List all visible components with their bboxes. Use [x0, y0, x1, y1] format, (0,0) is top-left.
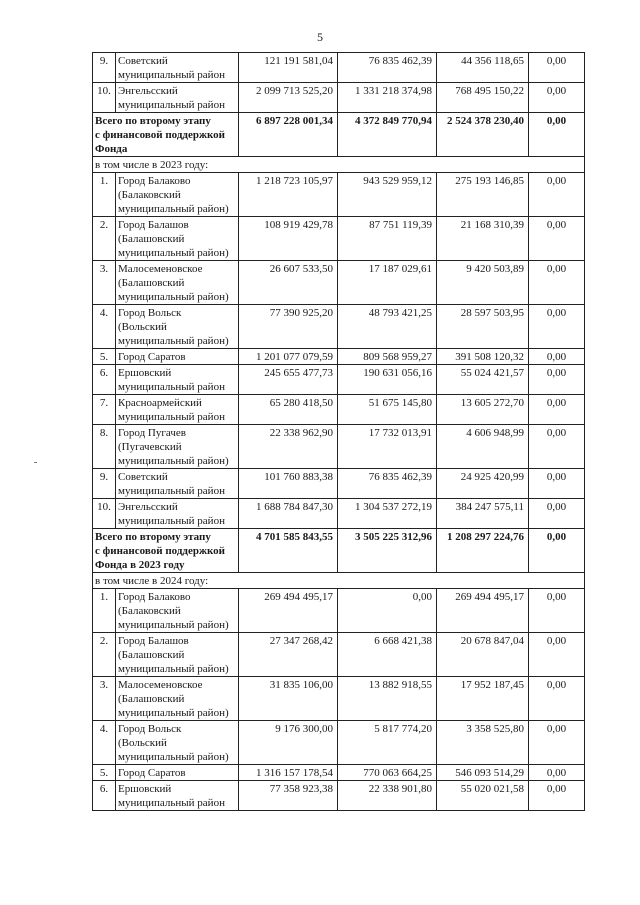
row-name-cell [116, 83, 239, 113]
total-row [93, 113, 585, 157]
row-name-line: муниципальный район [118, 411, 225, 423]
row-name-line: Город Балаково [118, 591, 191, 603]
table-row [93, 261, 585, 305]
row-number: 10. [93, 83, 116, 113]
row-name-line: муниципальный район) [118, 291, 229, 303]
value-1: 1 201 077 079,59 [239, 349, 338, 365]
value-1: 26 607 533,50 [239, 261, 338, 305]
row-name-line: с финансовой поддержкой [95, 129, 225, 141]
row-name-line: Всего по второму этапу [95, 531, 211, 543]
value-2: 1 304 537 272,19 [338, 499, 437, 529]
row-name-line: муниципальный район) [118, 663, 229, 675]
value-3: 20 678 847,04 [437, 633, 529, 677]
row-number: 10. [93, 499, 116, 529]
value-4: 0,00 [529, 499, 585, 529]
total-value-1: 4 701 585 843,55 [239, 529, 338, 573]
row-name-line: муниципальный район [118, 99, 225, 111]
row-number: 3. [93, 677, 116, 721]
value-3: 3 358 525,80 [437, 721, 529, 765]
row-number: 7. [93, 395, 116, 425]
value-4: 0,00 [529, 633, 585, 677]
row-name-cell [116, 261, 239, 305]
row-name-line: Город Балашов [118, 635, 189, 647]
row-name-cell [116, 469, 239, 499]
value-3: 17 952 187,45 [437, 677, 529, 721]
table-row [93, 677, 585, 721]
table-row [93, 425, 585, 469]
value-1: 31 835 106,00 [239, 677, 338, 721]
row-name-line: Город Вольск [118, 723, 182, 735]
value-2: 87 751 119,39 [338, 217, 437, 261]
row-name-line: муниципальный район) [118, 203, 229, 215]
row-name-line: (Балаковский [118, 605, 181, 617]
table-row [93, 365, 585, 395]
row-name-line: Советский [118, 471, 168, 483]
row-number: 4. [93, 721, 116, 765]
row-name-line: (Балашовский [118, 693, 185, 705]
row-name-cell [116, 781, 239, 811]
row-name-cell [116, 765, 239, 781]
table-row [93, 395, 585, 425]
value-2: 48 793 421,25 [338, 305, 437, 349]
value-3: 391 508 120,32 [437, 349, 529, 365]
value-1: 1 218 723 105,97 [239, 173, 338, 217]
section-header-row [93, 157, 585, 173]
row-name-line: Ершовский [118, 783, 172, 795]
value-1: 269 494 495,17 [239, 589, 338, 633]
value-4: 0,00 [529, 83, 585, 113]
row-number: 5. [93, 765, 116, 781]
row-name-line: муниципальный район) [118, 247, 229, 259]
table-row [93, 305, 585, 349]
section-label: в том числе в 2024 году: [93, 573, 585, 589]
row-number: 9. [93, 469, 116, 499]
value-3: 269 494 495,17 [437, 589, 529, 633]
value-3: 55 020 021,58 [437, 781, 529, 811]
section-label: в том числе в 2023 году: [93, 157, 585, 173]
table-row [93, 765, 585, 781]
table-row [93, 53, 585, 83]
row-name-cell [116, 53, 239, 83]
value-2: 76 835 462,39 [338, 53, 437, 83]
value-4: 0,00 [529, 589, 585, 633]
total-value-4: 0,00 [529, 529, 585, 573]
row-name-cell [116, 365, 239, 395]
value-3: 13 605 272,70 [437, 395, 529, 425]
value-4: 0,00 [529, 365, 585, 395]
table-row [93, 349, 585, 365]
row-name-cell [116, 425, 239, 469]
row-name-cell [116, 721, 239, 765]
row-name-line: муниципальный район [118, 485, 225, 497]
total-value-2: 4 372 849 770,94 [338, 113, 437, 157]
value-4: 0,00 [529, 425, 585, 469]
row-number: 1. [93, 589, 116, 633]
row-name-line: муниципальный район [118, 381, 225, 393]
table-row [93, 83, 585, 113]
value-1: 22 338 962,90 [239, 425, 338, 469]
funding-table-body [93, 53, 585, 811]
value-2: 1 331 218 374,98 [338, 83, 437, 113]
value-3: 384 247 575,11 [437, 499, 529, 529]
row-name-cell [116, 499, 239, 529]
row-name-cell [93, 113, 239, 157]
value-1: 101 760 883,38 [239, 469, 338, 499]
value-1: 1 316 157 178,54 [239, 765, 338, 781]
row-name-line: (Вольский [118, 737, 167, 749]
row-number: 3. [93, 261, 116, 305]
value-1: 77 390 925,20 [239, 305, 338, 349]
row-number: 8. [93, 425, 116, 469]
value-4: 0,00 [529, 721, 585, 765]
value-3: 21 168 310,39 [437, 217, 529, 261]
row-name-cell [116, 217, 239, 261]
value-2: 0,00 [338, 589, 437, 633]
row-name-line: (Балашовский [118, 277, 185, 289]
row-name-line: Ершовский [118, 367, 172, 379]
row-name-line: с финансовой поддержкой [95, 545, 225, 557]
value-3: 24 925 420,99 [437, 469, 529, 499]
value-2: 6 668 421,38 [338, 633, 437, 677]
value-3: 546 093 514,29 [437, 765, 529, 781]
table-row [93, 173, 585, 217]
scan-mark [34, 462, 37, 463]
value-4: 0,00 [529, 677, 585, 721]
value-2: 943 529 959,12 [338, 173, 437, 217]
row-name-cell [93, 529, 239, 573]
row-name-line: муниципальный район [118, 515, 225, 527]
value-2: 809 568 959,27 [338, 349, 437, 365]
total-value-3: 2 524 378 230,40 [437, 113, 529, 157]
row-name-line: Город Балашов [118, 219, 189, 231]
row-name-line: Город Балаково [118, 175, 191, 187]
row-name-line: Энгельсский [118, 501, 178, 513]
table-row [93, 781, 585, 811]
row-name-line: муниципальный район [118, 69, 225, 81]
value-1: 65 280 418,50 [239, 395, 338, 425]
total-value-1: 6 897 228 001,34 [239, 113, 338, 157]
row-number: 2. [93, 633, 116, 677]
row-number: 1. [93, 173, 116, 217]
row-name-cell [116, 633, 239, 677]
total-row [93, 529, 585, 573]
row-name-cell [116, 677, 239, 721]
table-row [93, 217, 585, 261]
table-row [93, 721, 585, 765]
page-number: 5 [317, 30, 323, 44]
section-header-row [93, 573, 585, 589]
value-2: 51 675 145,80 [338, 395, 437, 425]
value-3: 44 356 118,65 [437, 53, 529, 83]
row-name-line: муниципальный район) [118, 751, 229, 763]
row-name-cell [116, 589, 239, 633]
value-2: 5 817 774,20 [338, 721, 437, 765]
value-1: 245 655 477,73 [239, 365, 338, 395]
row-name-line: (Пугачевский [118, 441, 182, 453]
row-name-line: Город Саратов [118, 351, 186, 363]
row-name-line: Город Саратов [118, 767, 186, 779]
table-row [93, 499, 585, 529]
row-name-line: муниципальный район) [118, 335, 229, 347]
value-4: 0,00 [529, 781, 585, 811]
total-value-2: 3 505 225 312,96 [338, 529, 437, 573]
value-1: 108 919 429,78 [239, 217, 338, 261]
value-3: 9 420 503,89 [437, 261, 529, 305]
value-4: 0,00 [529, 469, 585, 499]
value-1: 9 176 300,00 [239, 721, 338, 765]
row-number: 9. [93, 53, 116, 83]
funding-table [92, 52, 585, 811]
total-value-3: 1 208 297 224,76 [437, 529, 529, 573]
row-name-cell [116, 173, 239, 217]
value-4: 0,00 [529, 395, 585, 425]
value-2: 190 631 056,16 [338, 365, 437, 395]
row-number: 2. [93, 217, 116, 261]
value-4: 0,00 [529, 53, 585, 83]
value-3: 28 597 503,95 [437, 305, 529, 349]
value-2: 22 338 901,80 [338, 781, 437, 811]
row-number: 5. [93, 349, 116, 365]
value-3: 768 495 150,22 [437, 83, 529, 113]
row-name-line: (Балашовский [118, 649, 185, 661]
value-4: 0,00 [529, 261, 585, 305]
value-4: 0,00 [529, 173, 585, 217]
row-name-line: (Балаковский [118, 189, 181, 201]
row-name-line: Город Пугачев [118, 427, 186, 439]
row-number: 4. [93, 305, 116, 349]
row-name-line: Малосеменовское [118, 263, 203, 275]
row-number: 6. [93, 365, 116, 395]
value-2: 76 835 462,39 [338, 469, 437, 499]
total-value-4: 0,00 [529, 113, 585, 157]
row-name-cell [116, 395, 239, 425]
row-name-line: Фонда в 2023 году [95, 559, 185, 571]
row-name-line: Советский [118, 55, 168, 67]
row-name-line: Малосеменовское [118, 679, 203, 691]
value-3: 4 606 948,99 [437, 425, 529, 469]
row-name-line: муниципальный район [118, 797, 225, 809]
value-1: 27 347 268,42 [239, 633, 338, 677]
value-1: 121 191 581,04 [239, 53, 338, 83]
value-3: 275 193 146,85 [437, 173, 529, 217]
row-name-line: Фонда [95, 143, 128, 155]
value-2: 17 187 029,61 [338, 261, 437, 305]
row-name-cell [116, 305, 239, 349]
row-name-line: Энгельсский [118, 85, 178, 97]
value-1: 2 099 713 525,20 [239, 83, 338, 113]
table-row [93, 589, 585, 633]
value-4: 0,00 [529, 217, 585, 261]
value-2: 770 063 664,25 [338, 765, 437, 781]
value-1: 77 358 923,38 [239, 781, 338, 811]
value-2: 13 882 918,55 [338, 677, 437, 721]
value-4: 0,00 [529, 349, 585, 365]
row-name-line: муниципальный район) [118, 455, 229, 467]
row-number: 6. [93, 781, 116, 811]
value-3: 55 024 421,57 [437, 365, 529, 395]
row-name-line: Город Вольск [118, 307, 182, 319]
value-4: 0,00 [529, 765, 585, 781]
table-row [93, 469, 585, 499]
value-2: 17 732 013,91 [338, 425, 437, 469]
row-name-line: муниципальный район) [118, 707, 229, 719]
row-name-line: (Балашовский [118, 233, 185, 245]
value-4: 0,00 [529, 305, 585, 349]
table-row [93, 633, 585, 677]
row-name-line: муниципальный район) [118, 619, 229, 631]
row-name-line: Красноармейский [118, 397, 202, 409]
row-name-line: Всего по второму этапу [95, 115, 211, 127]
row-name-cell [116, 349, 239, 365]
row-name-line: (Вольский [118, 321, 167, 333]
value-1: 1 688 784 847,30 [239, 499, 338, 529]
